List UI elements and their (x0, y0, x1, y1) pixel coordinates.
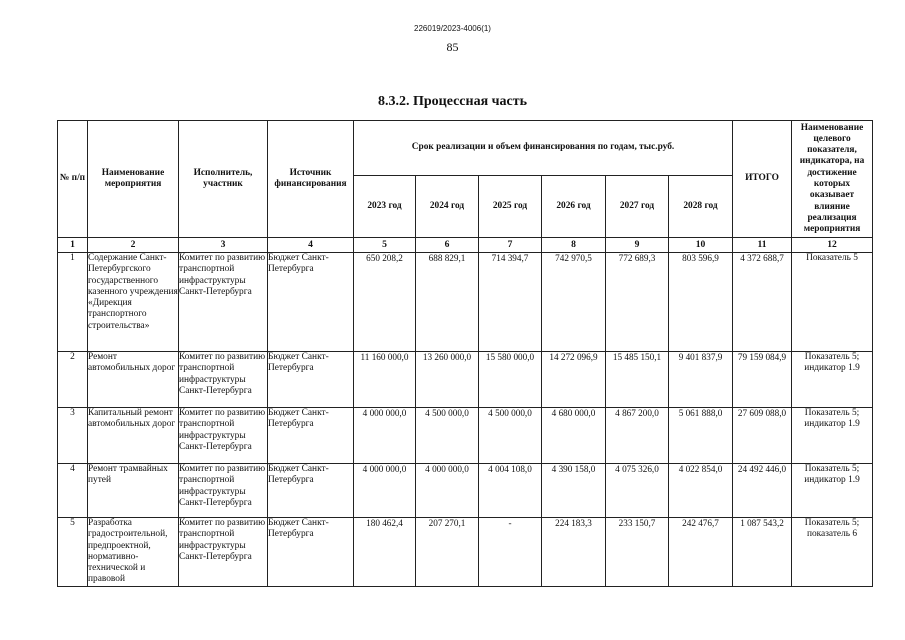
section-title: 8.3.2. Процессная часть (377, 94, 528, 109)
year-value: 13 260 000,0 (416, 352, 479, 408)
header-name: Наименование мероприятия (88, 121, 179, 238)
header-year: 2027 год (606, 176, 669, 238)
row-number: 4 (58, 464, 88, 518)
funding-source: Бюджет Санкт-Петербурга (268, 518, 354, 587)
year-value: 4 390 158,0 (542, 464, 606, 518)
header-year: 2023 год (354, 176, 416, 238)
year-value: 15 485 150,1 (606, 352, 669, 408)
activity-name: Ремонт трамвайных путей (88, 464, 179, 518)
header-period: Срок реализации и объем финансирования по годам, тыс.руб. (354, 121, 733, 176)
table-row (58, 518, 873, 587)
total-value: 27 609 088,0 (733, 408, 792, 464)
year-value: 4 867 200,0 (606, 408, 669, 464)
column-number: 12 (792, 238, 873, 253)
year-value: 180 462,4 (354, 518, 416, 587)
funding-source: Бюджет Санкт-Петербурга (268, 253, 354, 352)
activity-name: Разработка градостроительной, предпроектной, нормативно-технической и правовой (88, 518, 179, 587)
year-value: 4 680 000,0 (542, 408, 606, 464)
column-number: 4 (268, 238, 354, 253)
row-number: 1 (58, 253, 88, 352)
indicator: Показатель 5; индикатор 1.9 (792, 408, 873, 464)
year-value: 4 075 326,0 (606, 464, 669, 518)
year-value: - (479, 518, 542, 587)
total-value: 4 372 688,7 (733, 253, 792, 352)
executor: Комитет по развитию транспортной инфраструктуры Санкт-Петербурга (179, 464, 268, 518)
executor: Комитет по развитию транспортной инфраструктуры Санкт-Петербурга (179, 518, 268, 587)
header-year: 2024 год (416, 176, 479, 238)
year-value: 4 500 000,0 (479, 408, 542, 464)
year-value: 4 000 000,0 (416, 464, 479, 518)
year-value: 4 000 000,0 (354, 408, 416, 464)
activity-name: Содержание Санкт-Петербургского государственного казенного учреждения «Дирекция транспортного строительства» (88, 253, 179, 352)
indicator: Показатель 5; показатель 6 (792, 518, 873, 587)
year-value: 4 004 108,0 (479, 464, 542, 518)
year-value: 4 022 854,0 (669, 464, 733, 518)
year-value: 803 596,9 (669, 253, 733, 352)
funding-source: Бюджет Санкт-Петербурга (268, 464, 354, 518)
year-value: 4 500 000,0 (416, 408, 479, 464)
page-number: 85 (446, 40, 459, 54)
year-value: 207 270,1 (416, 518, 479, 587)
column-number: 3 (179, 238, 268, 253)
year-value: 224 183,3 (542, 518, 606, 587)
column-number: 2 (88, 238, 179, 253)
year-value: 14 272 096,9 (542, 352, 606, 408)
year-value: 233 150,7 (606, 518, 669, 587)
column-number: 5 (354, 238, 416, 253)
table-row (58, 408, 873, 464)
year-value: 15 580 000,0 (479, 352, 542, 408)
column-number: 9 (606, 238, 669, 253)
year-value: 714 394,7 (479, 253, 542, 352)
row-number: 2 (58, 352, 88, 408)
year-value: 4 000 000,0 (354, 464, 416, 518)
header-total: ИТОГО (733, 121, 792, 238)
activity-name: Капитальный ремонт автомобильных дорог (88, 408, 179, 464)
table-row (58, 253, 873, 352)
financing-table (57, 120, 873, 587)
table-row (58, 352, 873, 408)
year-value: 772 689,3 (606, 253, 669, 352)
total-value: 1 087 543,2 (733, 518, 792, 587)
header-indicator: Наименование целевого показателя, индикатора, на достижение которых оказывает влияние реализация мероприятия (792, 121, 873, 238)
funding-source: Бюджет Санкт-Петербурга (268, 352, 354, 408)
indicator: Показатель 5; индикатор 1.9 (792, 352, 873, 408)
header-year: 2025 год (479, 176, 542, 238)
row-number: 3 (58, 408, 88, 464)
header-year: 2026 год (542, 176, 606, 238)
total-value: 24 492 446,0 (733, 464, 792, 518)
executor: Комитет по развитию транспортной инфраструктуры Санкт-Петербурга (179, 352, 268, 408)
column-number: 10 (669, 238, 733, 253)
total-value: 79 159 084,9 (733, 352, 792, 408)
year-value: 650 208,2 (354, 253, 416, 352)
header-year: 2028 год (669, 176, 733, 238)
indicator: Показатель 5 (792, 253, 873, 352)
column-number: 6 (416, 238, 479, 253)
funding-source: Бюджет Санкт-Петербурга (268, 408, 354, 464)
header-executor: Исполнитель, участник (179, 121, 268, 238)
column-number: 8 (542, 238, 606, 253)
document-id: 226019/2023-4006(1) (414, 24, 491, 33)
column-number: 7 (479, 238, 542, 253)
executor: Комитет по развитию транспортной инфраструктуры Санкт-Петербурга (179, 253, 268, 352)
activity-name: Ремонт автомобильных дорог (88, 352, 179, 408)
header-source: Источник финансирования (268, 121, 354, 238)
year-value: 5 061 888,0 (669, 408, 733, 464)
year-value: 742 970,5 (542, 253, 606, 352)
year-value: 11 160 000,0 (354, 352, 416, 408)
year-value: 9 401 837,9 (669, 352, 733, 408)
year-value: 242 476,7 (669, 518, 733, 587)
column-number: 1 (58, 238, 88, 253)
executor: Комитет по развитию транспортной инфраструктуры Санкт-Петербурга (179, 408, 268, 464)
row-number: 5 (58, 518, 88, 587)
column-number: 11 (733, 238, 792, 253)
indicator: Показатель 5; индикатор 1.9 (792, 464, 873, 518)
table-row (58, 464, 873, 518)
year-value: 688 829,1 (416, 253, 479, 352)
header-num: № п/п (58, 121, 88, 238)
